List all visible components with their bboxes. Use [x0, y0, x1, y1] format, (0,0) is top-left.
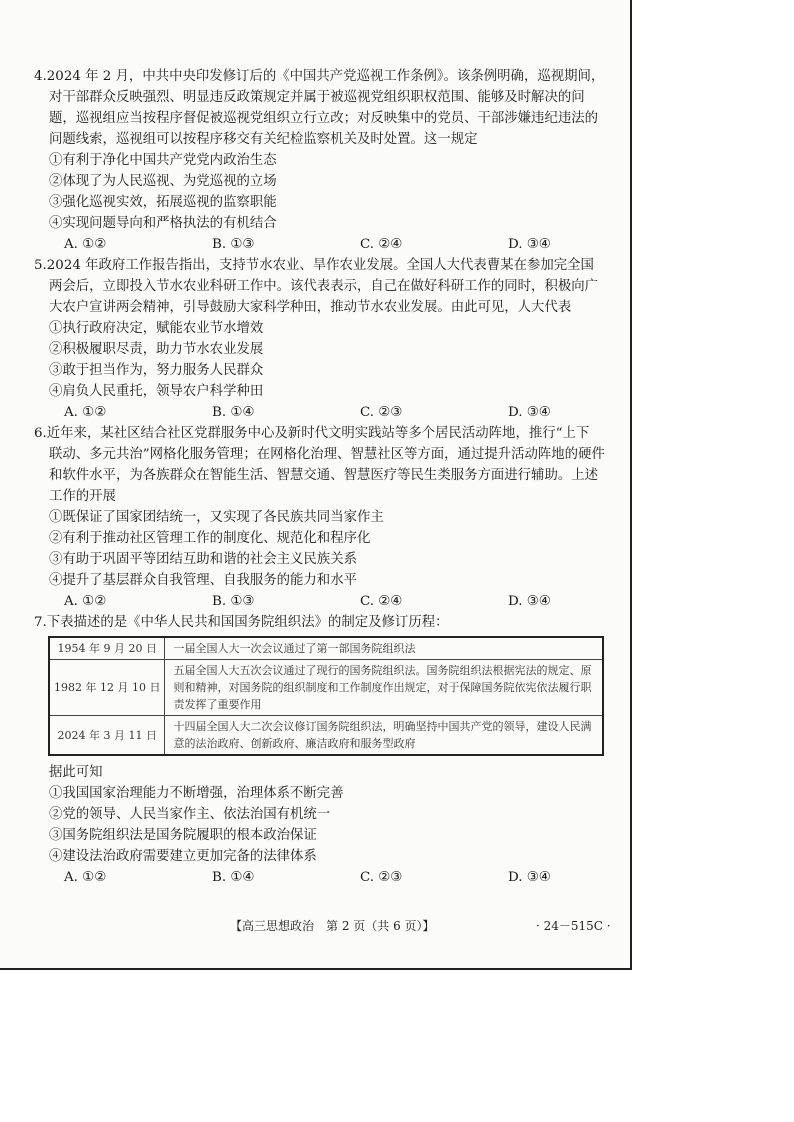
question-4-statement: ①有利于净化中国共产党党内政治生态	[49, 153, 277, 168]
answer-choice-b: B. ①④	[212, 870, 255, 885]
question-4-statement: ③强化巡视实效，拓展巡视的监察职能	[49, 195, 277, 210]
table-cell-date: 1982 年 12 月 10 日	[49, 660, 165, 716]
question-5-statement: ②积极履职尽责，助力节水农业发展	[49, 342, 264, 357]
table-cell-date: 1954 年 9 月 20 日	[49, 637, 165, 660]
question-7	[34, 612, 614, 888]
question-7-statement: ④建设法治政府需要建立更加完备的法律体系	[49, 849, 317, 864]
answer-choice-c: C. ②③	[360, 405, 403, 420]
table-row	[49, 660, 603, 716]
question-7-statement: ③国务院组织法是国务院履职的根本政治保证	[49, 828, 317, 843]
answer-choice-c: C. ②④	[360, 237, 403, 252]
question-5	[34, 255, 614, 423]
question-6-statement: ④提升了基层群众自我管理、自我服务的能力和水平	[49, 573, 357, 588]
question-6-stem-line: 6.近年来，某社区结合社区党群服务中心及新时代文明实践站等多个居民活动阵地，推行“上下	[34, 426, 590, 441]
question-7-statement: ②党的领导、人民当家作主、依法治国有机统一	[49, 807, 331, 822]
question-5-stem-line: 大农户宣讲两会精神，引导鼓励大家科学种田，推动节水农业发展。由此可见，人大代表	[49, 300, 572, 315]
question-6-stem-line: 和软件水平，为各族群众在智能生活、智慧交通、智慧医疗等民生类服务方面进行辅助。上述	[49, 468, 599, 483]
question-4-statement: ②体现了为人民巡视、为党巡视的立场	[49, 174, 277, 189]
answer-choice-a: A. ①②	[64, 405, 107, 420]
question-6-statement: ③有助于巩固平等团结互助和谐的社会主义民族关系	[49, 552, 357, 567]
table-cell-description: 五届全国人大五次会议通过了现行的国务院组织法。国务院组织法根据宪法的规定、原则和精神，对国务院的组织制度和工作制度作出规定，对于保障国务院依宪依法履行职责发挥了重要作用	[165, 660, 603, 716]
question-7-statement: ①我国国家治理能力不断增强，治理体系不断完善	[49, 786, 344, 801]
table-row	[49, 637, 603, 660]
answer-choice-b: B. ①④	[212, 405, 255, 420]
question-4	[34, 66, 614, 255]
answer-choice-d: D. ③④	[508, 405, 551, 420]
answer-choice-b: B. ①③	[212, 594, 255, 609]
question-5-stem-line: 两会后，立即投入节水农业科研工作中。该代表表示，自己在做好科研工作的同时，积极向广	[49, 279, 599, 294]
table-cell-date: 2024 年 3 月 11 日	[49, 716, 165, 756]
question-6	[34, 423, 614, 612]
page-content	[34, 66, 614, 888]
question-6-stem-line: 工作的开展	[49, 489, 116, 504]
footer-page-info: 【高三思想政治 第 2 页（共 6 页）】	[230, 919, 435, 933]
question-4-stem-line: 问题线索，巡视组可以按程序移交有关纪检监察机关及时处置。这一规定	[49, 132, 478, 147]
answer-choice-c: C. ②④	[360, 594, 403, 609]
table-cell-description: 一届全国人大一次会议通过了第一部国务院组织法	[165, 637, 603, 660]
question-7-conclusion: 据此可知	[49, 765, 103, 780]
question-4-stem-line: 对干部群众反映强烈、明显违反政策规定并属于被巡视党组织职权范围、能够及时解决的问	[49, 90, 585, 105]
question-6-stem-line: 联动、多元共治”网格化服务管理；在网格化治理、智慧社区等方面，通过提升活动阵地的硬件	[49, 447, 605, 462]
question-6-answer-choices	[34, 591, 614, 612]
question-5-answer-choices	[34, 402, 614, 423]
answer-choice-d: D. ③④	[508, 237, 551, 252]
question-4-statement: ④实现问题导向和严格执法的有机结合	[49, 216, 277, 231]
answer-choice-d: D. ③④	[508, 594, 551, 609]
question-4-stem-line: 题，巡视组应当按程序督促被巡视党组织立行立改；对反映集中的党员、干部涉嫌违纪违法的	[49, 111, 599, 126]
answer-choice-d: D. ③④	[508, 870, 551, 885]
question-4-answer-choices	[34, 234, 614, 255]
answer-choice-c: C. ②③	[360, 870, 403, 885]
question-6-statement: ①既保证了国家团结统一，又实现了各民族共同当家作主	[49, 510, 384, 525]
question-7-answer-choices	[34, 867, 614, 888]
answer-choice-a: A. ①②	[64, 237, 107, 252]
question-6-statement: ②有利于推动社区管理工作的制度化、规范化和程序化	[49, 531, 371, 546]
answer-choice-a: A. ①②	[64, 870, 107, 885]
table-row	[49, 716, 603, 756]
question-5-statement: ①执行政府决定，赋能农业节水增效	[49, 321, 264, 336]
organization-law-history-table	[48, 636, 604, 756]
question-5-statement: ④肩负人民重托，领导农户科学种田	[49, 384, 264, 399]
question-5-statement: ③敢于担当作为，努力服务人民群众	[49, 363, 264, 378]
answer-choice-b: B. ①③	[212, 237, 255, 252]
footer-exam-code: · 24－515C ·	[536, 919, 611, 933]
question-5-stem-line: 5.2024 年政府工作报告指出，支持节水农业、旱作农业发展。全国人大代表曹某在参加完全国	[34, 258, 594, 273]
answer-choice-a: A. ①②	[64, 594, 107, 609]
table-cell-description: 十四届全国人大二次会议修订国务院组织法，明确坚持中国共产党的领导，建设人民满意的法治政府、创新政府、廉洁政府和服务型政府	[165, 716, 603, 756]
question-4-stem-line: 4.2024 年 2 月，中共中央印发修订后的《中国共产党巡视工作条例》。该条例明确，巡视期间，	[34, 69, 605, 84]
question-7-intro: 7.下表描述的是《中华人民共和国国务院组织法》的制定及修订历程：	[34, 615, 449, 630]
